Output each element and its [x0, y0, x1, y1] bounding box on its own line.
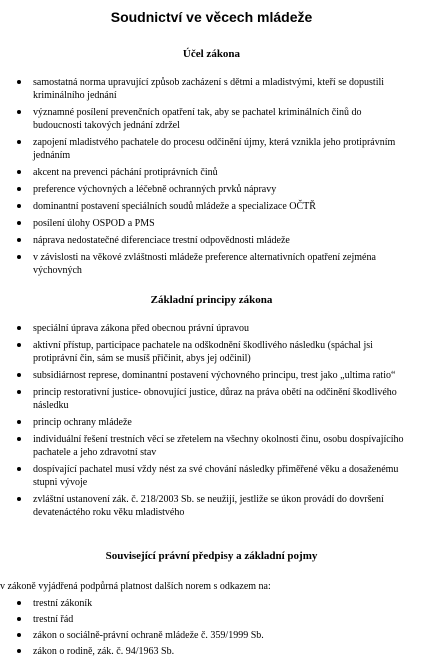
list-item: významné posílení prevenčních opatření tak, aby se pachatel kriminálních činů do budoucnosti takových jednání zdržel	[0, 106, 415, 132]
list-item: v závislosti na věkové zvláštnosti mládeže preference alternativních opatření zejména výchovných	[0, 251, 415, 277]
list-item: aktivní přístup, participace pachatele na odškodnění škodlivého následku (spáchal jsi protiprávní čin, sám se musíš přičinit, abys jej odčinil)	[0, 339, 415, 365]
list-item: princip restorativní justice- obnovující justice, důraz na práva obětí na odčinění škodlivého následku	[0, 386, 415, 412]
list-item: preference výchovných a léčebně ochranných prvků nápravy	[0, 183, 415, 196]
list-item: náprava nedostatečné diferenciace trestní odpovědnosti mládeže	[0, 234, 415, 247]
list-item: trestní zákoník	[0, 597, 415, 610]
list-item: speciální úprava zákona před obecnou právní úpravou	[0, 322, 415, 335]
section-intro-text: v zákoně vyjádřená podpůrná platnost dalších norem s odkazem na:	[0, 581, 271, 592]
list-item: subsidiárnost represe, dominantní postavení výchovného principu, trest jako „ultima ratio“	[0, 369, 415, 382]
list-item: individuální řešení trestních věcí se zřetelem na všechny okolnosti činu, osobu dospívajícího pachatele a jeho zdravotní stav	[0, 433, 415, 459]
list-item: dospívající pachatel musí vždy nést za své chování následky přiměřené věku a dosaženému stupni vývoje	[0, 463, 415, 489]
list-ucel-zakona	[0, 76, 415, 281]
list-item: dominantní postavení speciálních soudů mládeže a specializace OČTŘ	[0, 200, 415, 213]
list-item: trestní řád	[0, 613, 415, 626]
list-souvisejici-predpisy	[0, 597, 415, 661]
section-heading-ucel-zakona: Účel zákona	[182, 48, 241, 60]
section-heading-zakladni-principy: Základní principy zákona	[150, 294, 273, 306]
section-heading-souvisejici-predpisy: Související právní předpisy a základní pojmy	[105, 550, 318, 562]
list-item: akcent na prevenci páchání protiprávních činů	[0, 166, 415, 179]
document-title: Soudnictví ve věcech mládeže	[110, 9, 313, 25]
list-item: zákon o rodině, zák. č. 94/1963 Sb.	[0, 645, 415, 658]
list-zakladni-principy	[0, 322, 415, 523]
list-item: zákon o sociálně-právní ochraně mládeže č. 359/1999 Sb.	[0, 629, 415, 642]
list-item: samostatná norma upravující způsob zacházení s dětmi a mladistvými, kteří se dopustili kriminálního jednání	[0, 76, 415, 102]
list-item: zapojení mladistvého pachatele do procesu odčinění újmy, která vznikla jeho protiprávním jednáním	[0, 136, 415, 162]
list-item: princip ochrany mládeže	[0, 416, 415, 429]
list-item: zvláštní ustanovení zák. č. 218/2003 Sb. se neužijí, jestliže se úkon provádí do dovršení devatenáctého roku věku mladistvého	[0, 493, 415, 519]
list-item: posílení úlohy OSPOD a PMS	[0, 217, 415, 230]
